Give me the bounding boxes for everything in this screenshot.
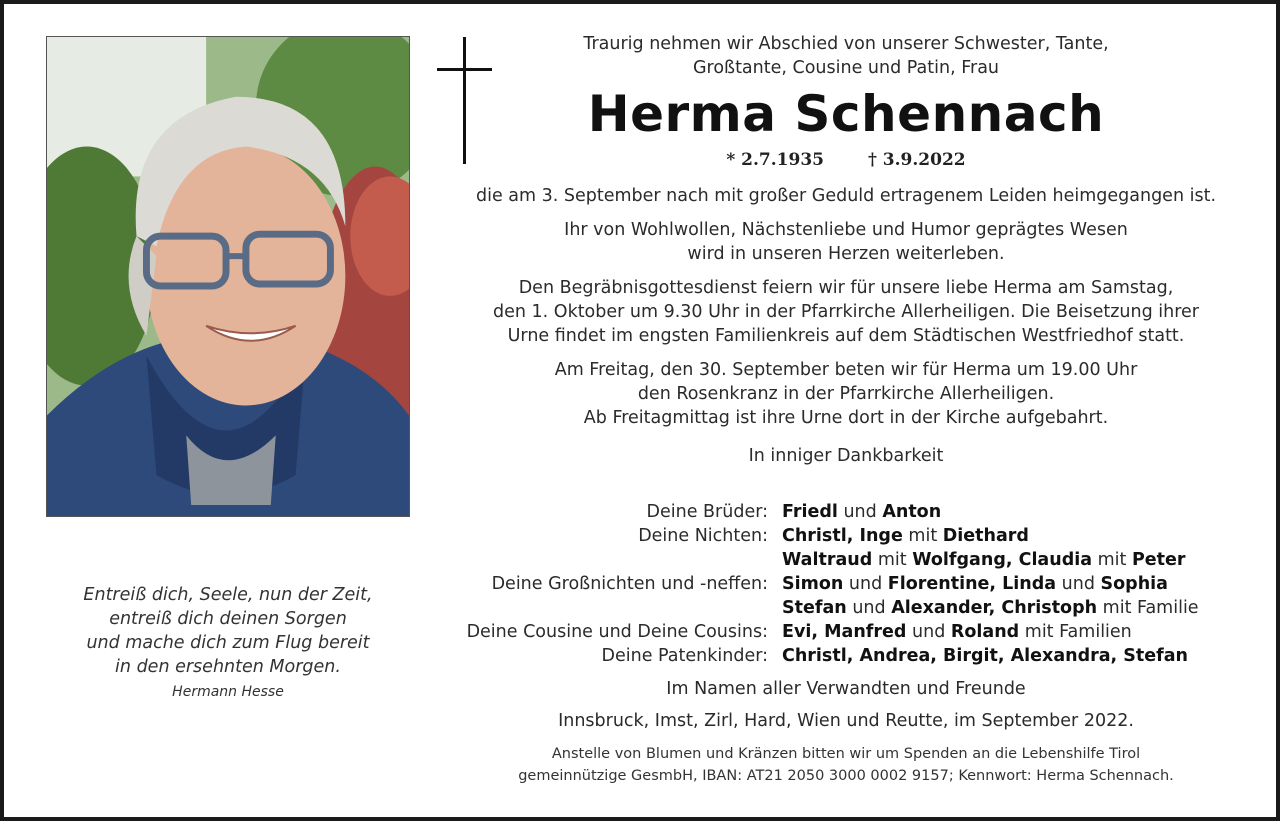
portrait-illustration xyxy=(47,37,409,516)
place-date-line: Innsbruck, Imst, Zirl, Hard, Wien und Reutte, im September 2022. xyxy=(558,711,1134,731)
paragraph-line: wird in unseren Herzen weiterleben. xyxy=(687,244,1005,264)
paragraph-4 xyxy=(440,358,1252,430)
relative-name: Peter xyxy=(1131,550,1186,570)
connector: und xyxy=(1061,574,1095,594)
relatives-row xyxy=(440,620,1252,644)
life-dates xyxy=(440,148,1252,172)
quote-line: Entreiß dich, Seele, nun der Zeit, xyxy=(83,585,373,605)
relatives-row xyxy=(440,548,1252,572)
relatives-row xyxy=(440,524,1252,548)
paragraph-line: Ab Freitagmittag ist ihre Urne dort in der Kirche aufgebahrt. xyxy=(583,408,1109,428)
relative-name: Sophia xyxy=(1100,574,1168,594)
paragraph-2 xyxy=(440,218,1252,266)
relatives-label: Deine Brüder: xyxy=(646,502,768,522)
intro-line: Traurig nehmen wir Abschied von unserer Schwester, Tante, xyxy=(583,34,1109,54)
death-date: † 3.9.2022 xyxy=(868,150,966,170)
relative-name: Roland xyxy=(950,622,1020,642)
paragraph-line: den 1. Oktober um 9.30 Uhr in der Pfarrkirche Allerheiligen. Die Beisetzung ihrer xyxy=(493,302,1199,322)
relatives-names xyxy=(782,596,1252,620)
connector: und xyxy=(852,598,886,618)
paragraph-3 xyxy=(440,276,1252,348)
relative-name: Anton xyxy=(882,502,942,522)
portrait-photo xyxy=(46,36,410,517)
relatives-label: Deine Cousine und Deine Cousins: xyxy=(466,622,768,642)
connector: mit Familien xyxy=(1024,622,1132,642)
connector: mit Familie xyxy=(1102,598,1199,618)
relatives-names xyxy=(782,572,1252,596)
relative-name: Evi, Manfred xyxy=(782,622,907,642)
relative-name: Wolfgang, Claudia xyxy=(912,550,1093,570)
relatives-list xyxy=(440,500,1252,668)
quote-line: in den ersehnten Morgen. xyxy=(115,657,341,677)
thanks-line: In inniger Dankbarkeit xyxy=(748,446,944,466)
relative-name: Alexander, Christoph xyxy=(891,598,1098,618)
connector: mit xyxy=(908,526,938,546)
relatives-names xyxy=(782,524,1252,548)
paragraph-line: Ihr von Wohlwollen, Nächstenliebe und Humor geprägtes Wesen xyxy=(564,220,1128,240)
relative-name: Waltraud xyxy=(782,550,873,570)
paragraph-line: Urne findet im engsten Familienkreis auf dem Städtischen Westfriedhof statt. xyxy=(507,326,1185,346)
relatives-row xyxy=(440,572,1252,596)
connector: mit xyxy=(877,550,907,570)
donation-note xyxy=(440,743,1252,787)
quote-line: entreiß dich deinen Sorgen xyxy=(109,609,347,629)
relative-name: Friedl xyxy=(782,502,838,522)
obituary-text xyxy=(440,32,1252,468)
deceased-name: Herma Schennach xyxy=(587,85,1105,143)
relatives-names xyxy=(782,500,1252,524)
relative-name: Diethard xyxy=(942,526,1029,546)
relatives-row xyxy=(440,644,1252,668)
quote-author: Hermann Hesse xyxy=(172,684,284,700)
relatives-row xyxy=(440,596,1252,620)
connector: und xyxy=(912,622,946,642)
relative-name: Christl, Andrea, Birgit, Alexandra, Stefan xyxy=(782,646,1189,666)
paragraph-1: die am 3. September nach mit großer Geduld ertragenem Leiden heimgegangen ist. xyxy=(475,186,1217,206)
relatives-label: Deine Nichten: xyxy=(638,526,768,546)
paragraph-line: Den Begräbnisgottesdienst feiern wir für unsere liebe Herma am Samstag, xyxy=(518,278,1174,298)
relatives-names xyxy=(782,548,1252,572)
intro-line: Großtante, Cousine und Patin, Frau xyxy=(692,58,1000,78)
connector: und xyxy=(843,502,877,522)
relatives-names xyxy=(782,644,1252,668)
relatives-label: Deine Patenkinder: xyxy=(601,646,768,666)
donation-line: gemeinnützige GesmbH, IBAN: AT21 2050 3000 0002 9157; Kennwort: Herma Schennach. xyxy=(518,768,1174,784)
relative-name: Stefan xyxy=(782,598,847,618)
quote-line: und mache dich zum Flug bereit xyxy=(86,633,370,653)
relative-name: Florentine, Linda xyxy=(887,574,1057,594)
birth-date: * 2.7.1935 xyxy=(726,150,824,170)
relative-name: Christl, Inge xyxy=(782,526,903,546)
relatives-names xyxy=(782,620,1252,644)
connector: mit xyxy=(1097,550,1127,570)
poem-quote xyxy=(46,583,410,703)
relatives-row xyxy=(440,500,1252,524)
relative-name: Simon xyxy=(782,574,844,594)
relatives-label: Deine Großnichten und -neffen: xyxy=(491,574,768,594)
paragraph-line: den Rosenkranz in der Pfarrkirche Allerheiligen. xyxy=(637,384,1055,404)
behalf-line: Im Namen aller Verwandten und Freunde xyxy=(666,679,1026,699)
donation-line: Anstelle von Blumen und Kränzen bitten wir um Spenden an die Lebenshilfe Tirol xyxy=(551,746,1141,762)
connector: und xyxy=(848,574,883,594)
footer xyxy=(440,677,1252,787)
paragraph-line: Am Freitag, den 30. September beten wir für Herma um 19.00 Uhr xyxy=(554,360,1138,380)
